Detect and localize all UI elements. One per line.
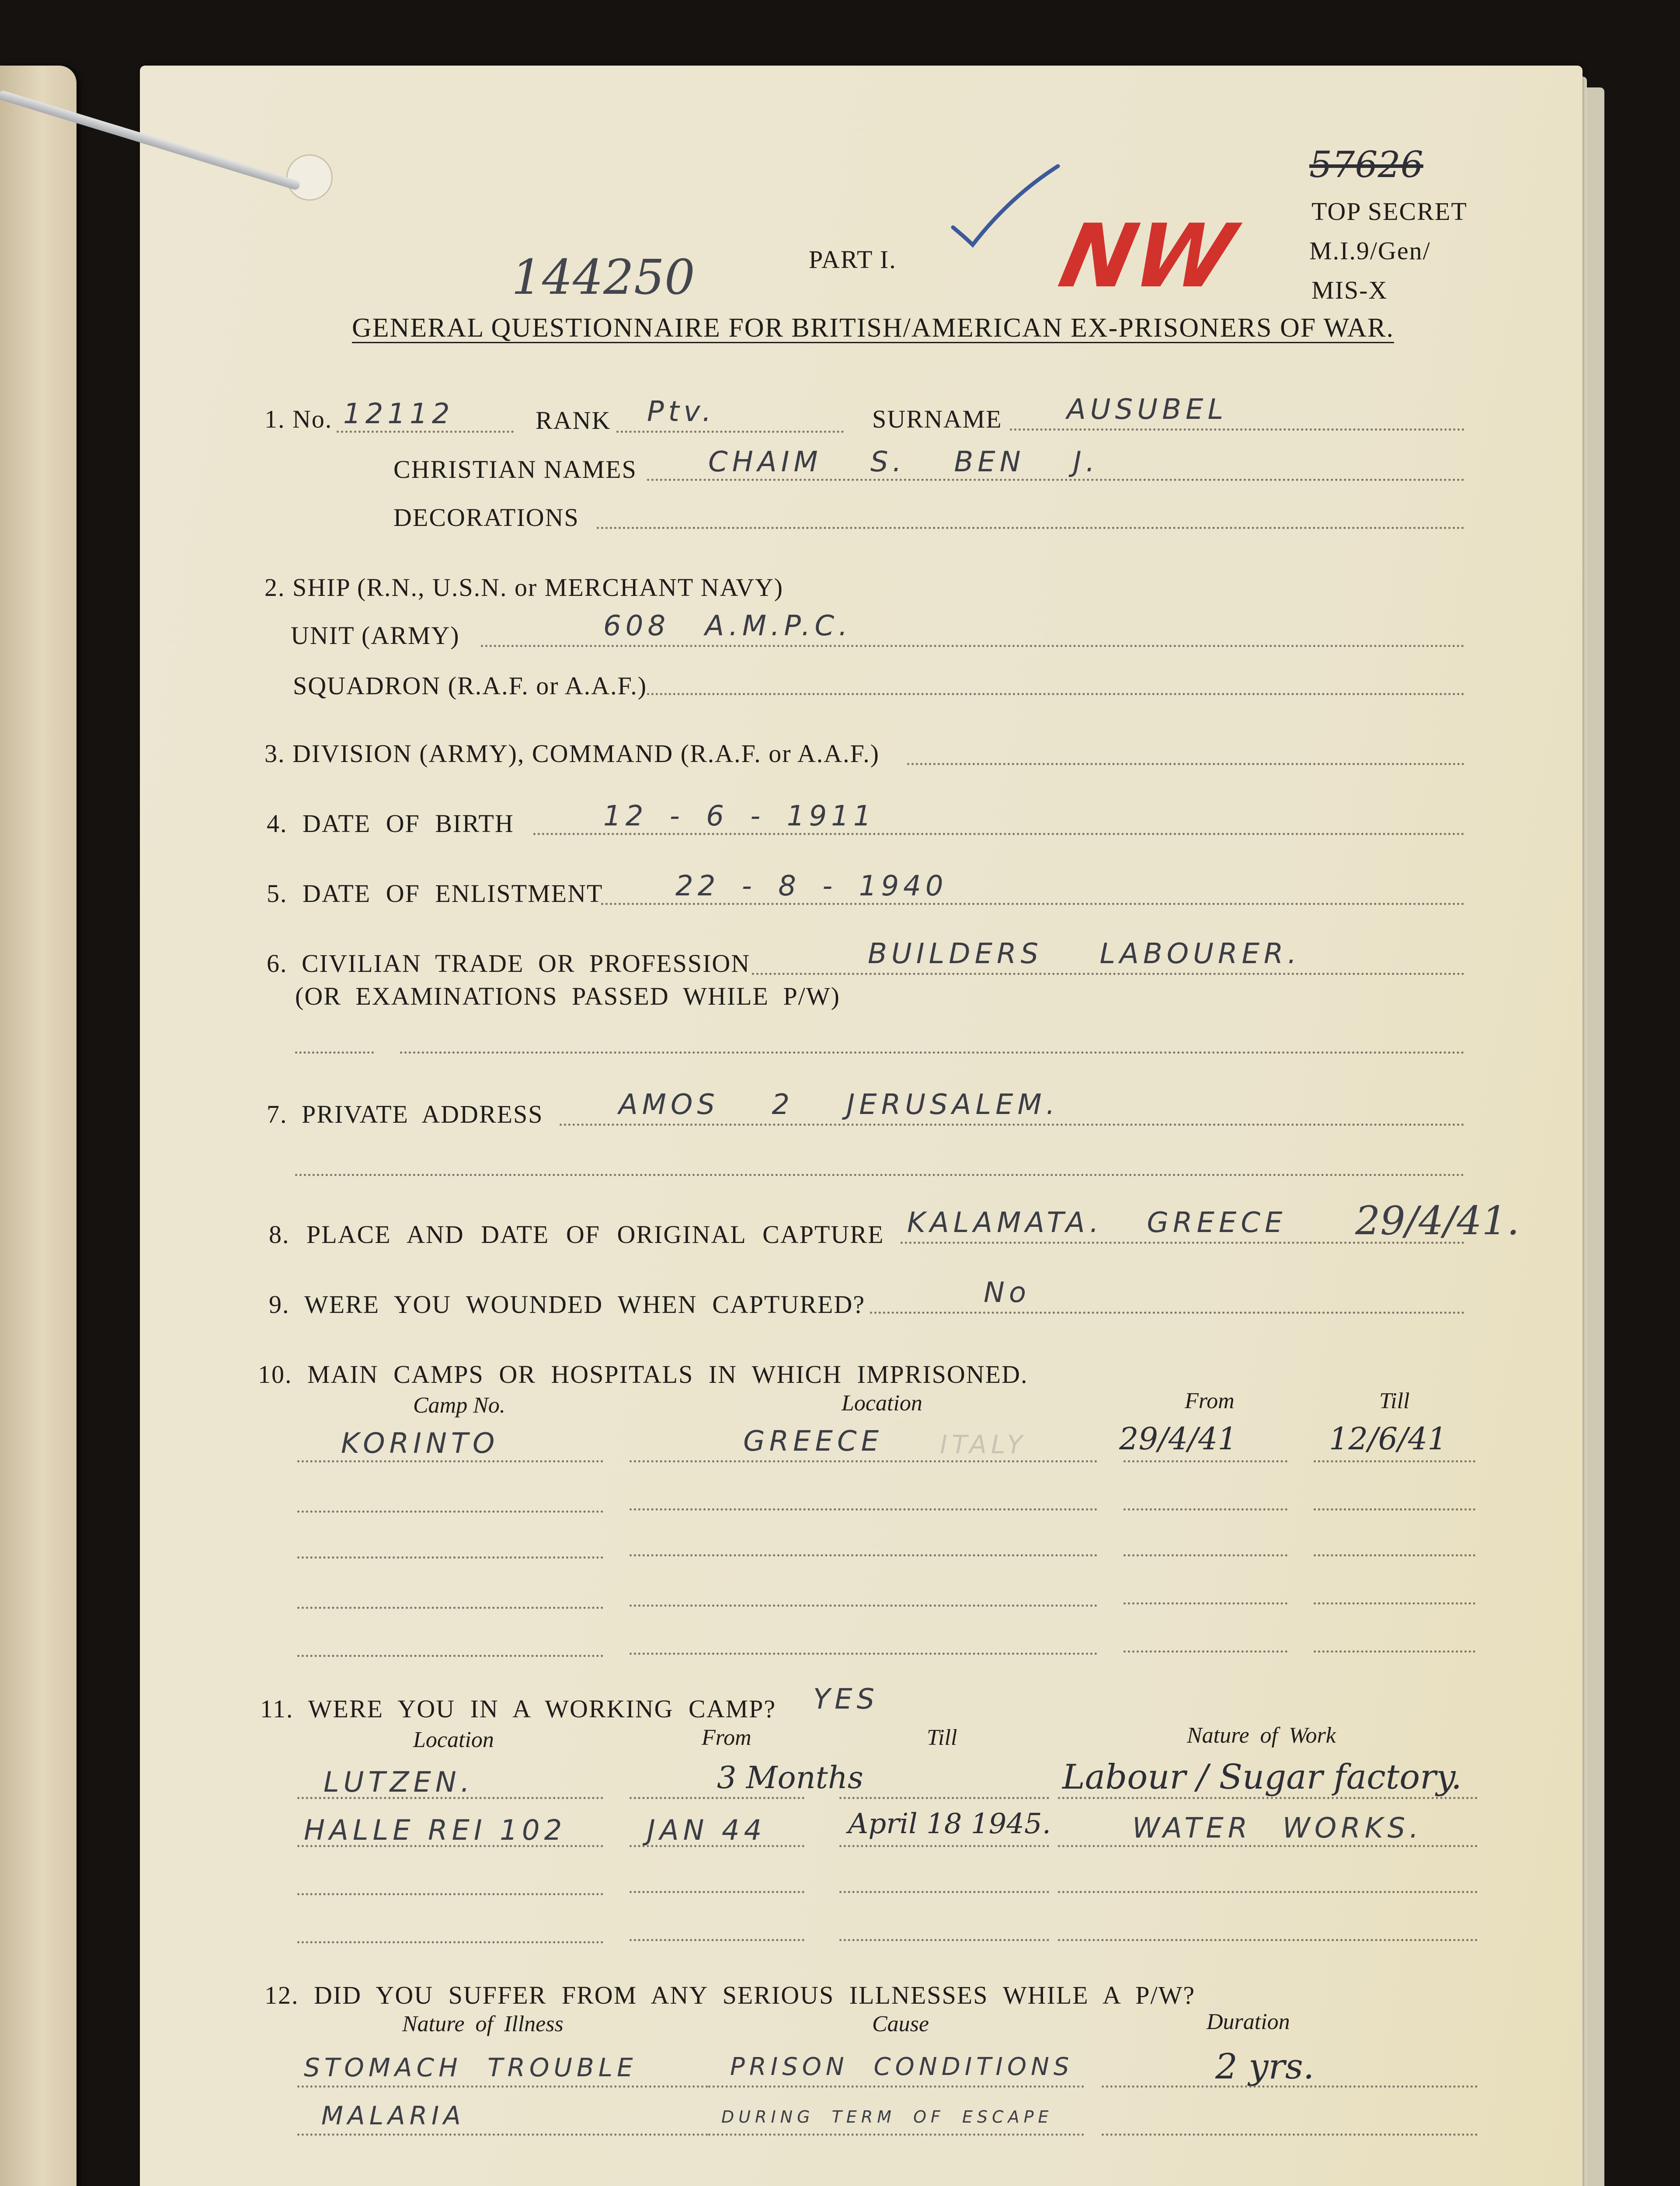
col-camp-no: Camp No. xyxy=(413,1393,505,1418)
q6-sub: (OR EXAMINATIONS PASSED WHILE P/W) xyxy=(295,982,840,1010)
adjacent-page-edge xyxy=(0,66,77,2186)
dotline xyxy=(560,1124,1464,1126)
dotline xyxy=(752,973,1464,975)
part-label: PART I. xyxy=(809,245,897,274)
capture-date: 29/4/41. xyxy=(1355,1198,1520,1244)
dotline xyxy=(616,431,844,433)
date-of-birth: 12 - 6 - 1911 xyxy=(603,800,876,832)
col-cause: Cause xyxy=(872,2012,929,2036)
unit-label: UNIT (ARMY) xyxy=(291,621,460,650)
dotline xyxy=(597,527,1464,529)
civilian-trade: BUILDERS LABOURER. xyxy=(868,938,1301,970)
file-number: 144250 xyxy=(511,249,695,305)
illness-2: MALARIA xyxy=(321,2101,465,2130)
dotline xyxy=(481,645,1464,647)
dotline xyxy=(647,693,1464,695)
dotline xyxy=(337,431,514,433)
red-initials: NW xyxy=(1051,205,1243,307)
work-nature-1: Labour / Sugar factory. xyxy=(1062,1758,1462,1797)
ref-code-1: M.I.9/Gen/ xyxy=(1309,237,1431,265)
form-title: GENERAL QUESTIONNAIRE FOR BRITISH/AMERICAN EX-PRISONERS OF WAR. xyxy=(352,313,1394,343)
cause-1: PRISON CONDITIONS xyxy=(730,2053,1074,2081)
rank-value: Ptv. xyxy=(647,396,716,428)
rank-label: RANK xyxy=(536,406,611,435)
squadron-label: SQUADRON (R.A.F. or A.A.F.) xyxy=(293,672,647,700)
col-till: Till xyxy=(1379,1389,1410,1413)
dotline xyxy=(295,1051,374,1054)
q11-label: 11. WERE YOU IN A WORKING CAMP? xyxy=(260,1695,776,1723)
work-location-2: HALLE REI 102 xyxy=(304,1814,567,1847)
q6-label: 6. CIVILIAN TRADE OR PROFESSION xyxy=(267,949,751,978)
camp-till: 12/6/41 xyxy=(1329,1421,1447,1457)
q1-number: 1. No. xyxy=(264,405,333,433)
col-till-2: Till xyxy=(927,1725,957,1750)
q4-label: 4. DATE OF BIRTH xyxy=(267,809,514,838)
dotline xyxy=(533,833,1464,835)
checkmark-icon xyxy=(949,162,1062,249)
q9-label: 9. WERE YOU WOUNDED WHEN CAPTURED? xyxy=(269,1290,866,1319)
work-location-1: LUTZEN. xyxy=(323,1766,474,1799)
col-nature-of-work: Nature of Work xyxy=(1187,1723,1336,1748)
working-camp-answer: YES xyxy=(813,1683,879,1716)
ref-number-struck: 57626 xyxy=(1309,144,1423,186)
christian-names-value: CHAIM S. BEN J. xyxy=(708,446,1099,478)
camp-from: 29/4/41 xyxy=(1119,1421,1237,1457)
camp-no: KORINTO xyxy=(341,1427,499,1460)
unit-value: 608 A.M.P.C. xyxy=(603,610,852,642)
duration-1: 2 yrs. xyxy=(1215,2046,1315,2087)
decorations-label: DECORATIONS xyxy=(393,503,579,532)
punch-hole xyxy=(286,154,333,201)
surname-value: AUSUBEL xyxy=(1067,393,1228,426)
q7-label: 7. PRIVATE ADDRESS xyxy=(267,1100,543,1128)
wounded-answer: No xyxy=(984,1277,1031,1309)
work-from-2: JAN 44 xyxy=(647,1814,766,1847)
q2-ship-label: 2. SHIP (R.N., U.S.N. or MERCHANT NAVY) xyxy=(264,573,784,602)
private-address: AMOS 2 JERUSALEM. xyxy=(619,1089,1060,1121)
christian-names-label: CHRISTIAN NAMES xyxy=(393,455,637,484)
service-number: 12112 xyxy=(343,398,454,430)
illness-1: STOMACH TROUBLE xyxy=(304,2053,637,2082)
capture-place: KALAMATA. GREECE xyxy=(907,1207,1287,1239)
dotline xyxy=(295,1174,1464,1176)
surname-label: SURNAME xyxy=(872,405,1002,433)
dotline xyxy=(400,1051,1464,1054)
q5-label: 5. DATE OF ENLISTMENT xyxy=(267,879,603,908)
col-from: From xyxy=(1185,1389,1235,1413)
location-struck: ITALY xyxy=(940,1430,1027,1459)
col-duration: Duration xyxy=(1207,2009,1290,2034)
classification: TOP SECRET xyxy=(1311,197,1468,226)
q3-label: 3. DIVISION (ARMY), COMMAND (R.A.F. or A.A.F.) xyxy=(264,739,880,768)
dotline xyxy=(901,1242,1464,1244)
dotline xyxy=(647,479,1464,481)
cause-2: DURING TERM OF ESCAPE xyxy=(721,2107,1053,2127)
ref-code-2: MIS-X xyxy=(1311,276,1388,304)
col-from-2: From xyxy=(702,1725,751,1750)
work-from-1: 3 Months xyxy=(717,1760,863,1796)
dotline xyxy=(1010,428,1464,431)
col-location: Location xyxy=(842,1391,922,1416)
q10-label: 10. MAIN CAMPS OR HOSPITALS IN WHICH IMPRISONED. xyxy=(258,1360,1028,1389)
q8-label: 8. PLACE AND DATE OF ORIGINAL CAPTURE xyxy=(269,1220,884,1249)
work-nature-2: WATER WORKS. xyxy=(1132,1812,1423,1845)
q12-label: 12. DID YOU SUFFER FROM ANY SERIOUS ILLNESSES WHILE A P/W? xyxy=(264,1981,1196,2009)
col-location-2: Location xyxy=(413,1727,494,1752)
col-nature-of-illness: Nature of Illness xyxy=(402,2012,563,2036)
dotline xyxy=(907,763,1464,765)
date-of-enlistment: 22 - 8 - 1940 xyxy=(675,870,948,902)
work-till-2: April 18 1945. xyxy=(848,1808,1051,1840)
dotline xyxy=(870,1312,1464,1314)
camp-location: GREECE xyxy=(743,1425,883,1458)
dotline xyxy=(601,903,1464,905)
